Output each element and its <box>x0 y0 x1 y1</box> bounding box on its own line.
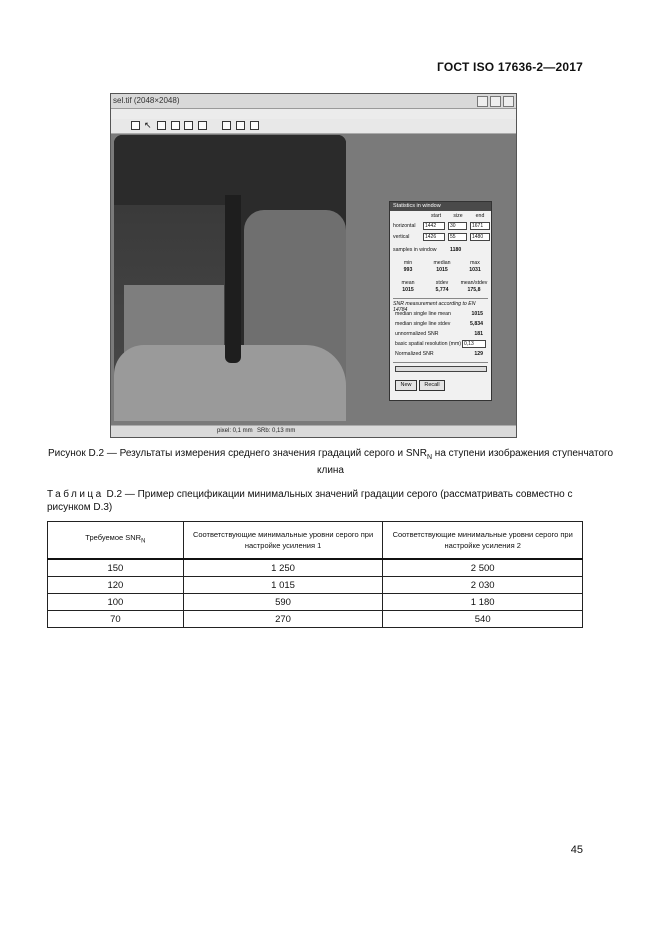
samples-value: 1180 <box>450 247 462 253</box>
table-title-label: Таблица <box>47 489 104 500</box>
region-icon[interactable] <box>171 121 180 130</box>
header-gain-1: Соответствующие минимальные уровни серого при настройке усиления 1 <box>183 522 383 560</box>
horizontal-end-field[interactable]: 1671 <box>470 222 490 230</box>
median-mean-value: 1015 <box>471 311 483 317</box>
samples-label: samples in window <box>393 247 437 253</box>
table-cell: 1 180 <box>383 594 583 611</box>
toolbar <box>111 119 516 134</box>
normalized-snr-value: 129 <box>474 351 483 357</box>
horizontal-size-field[interactable]: 30 <box>448 222 467 230</box>
export-icon[interactable] <box>236 121 245 130</box>
unnormalized-snr-label: unnormalized SNR <box>395 331 439 337</box>
text-icon[interactable] <box>198 121 207 130</box>
table-cell: 100 <box>48 594 184 611</box>
table-cell: 150 <box>48 559 184 577</box>
status-snr: SRb: 0,13 mm <box>257 428 296 434</box>
horizontal-start-field[interactable]: 1442 <box>423 222 445 230</box>
window-title: sel.tif (2048×2048) <box>113 96 180 105</box>
snr-heading: SNR measurement according to EN 14784 <box>393 301 476 313</box>
median-value: 1015 <box>436 267 448 273</box>
status-pixel: pixel: 0,1 mm <box>217 428 253 434</box>
table-title <box>47 488 587 514</box>
median-stdev-value: 5,834 <box>470 321 483 327</box>
median-mean-label: median single line mean <box>395 311 451 317</box>
window-controls <box>477 96 514 107</box>
table-cell: 540 <box>383 611 583 628</box>
table-cell: 2 500 <box>383 559 583 577</box>
document-code: ГОСТ ISO 17636-2—2017 <box>437 60 583 74</box>
page-number: 45 <box>570 844 583 856</box>
vertical-label: vertical <box>393 234 410 240</box>
table-row <box>48 577 583 594</box>
figure-caption <box>40 447 621 477</box>
col-start-header: start <box>430 213 442 219</box>
header-gain-2: Соответствующие минимальные уровни серого при настройке усиления 2 <box>383 522 583 560</box>
statistics-dialog <box>389 201 492 401</box>
caption-text: Рисунок D.2 — Результаты измерения среднего значения градаций серого и SNR <box>47 448 427 459</box>
save-icon[interactable] <box>131 121 140 130</box>
dialog-title: Statistics in window <box>390 202 491 211</box>
radiograph-image <box>114 135 346 421</box>
table-row <box>48 559 583 577</box>
spec-table <box>47 521 583 628</box>
caption-subscript: N <box>426 454 433 461</box>
table-cell: 1 250 <box>183 559 383 577</box>
maximize-icon[interactable] <box>490 96 501 107</box>
table-cell: 590 <box>183 594 383 611</box>
status-bar <box>111 425 516 437</box>
window-titlebar <box>111 94 516 109</box>
stdev-value: 5,774 <box>435 287 449 293</box>
table-cell: 1 015 <box>183 577 383 594</box>
mean-header: mean <box>401 280 415 286</box>
basic-resolution-field[interactable]: 0,13 <box>462 340 486 348</box>
col-end-header: end <box>475 213 485 219</box>
max-value: 1031 <box>469 267 481 273</box>
basic-resolution-label: basic spatial resolution (mm) <box>395 341 462 347</box>
header-required-snr: Требуемое $SNR_N$ <box>48 522 184 560</box>
col-size-header: size <box>453 213 463 219</box>
median-header: median <box>433 260 451 266</box>
table-row <box>48 594 583 611</box>
recall-button[interactable]: Recall <box>419 380 445 391</box>
table-row <box>48 611 583 628</box>
mean-stdev-header: mean/stdev <box>460 280 488 286</box>
mean-stdev-value: 175,8 <box>467 287 481 293</box>
mean-value: 1015 <box>402 287 414 293</box>
minimize-icon[interactable] <box>477 96 488 107</box>
normalized-snr-label: Normalized SNR <box>395 351 434 357</box>
vertical-start-field[interactable]: 1426 <box>423 233 445 241</box>
caption-text-end: на ступени изображения ступенчатого клина <box>317 448 614 476</box>
new-button[interactable]: New <box>395 380 417 391</box>
software-screenshot <box>110 93 517 438</box>
table-cell: 2 030 <box>383 577 583 594</box>
stdev-header: stdev <box>435 280 449 286</box>
min-value: 993 <box>403 267 413 273</box>
min-header: min <box>403 260 413 266</box>
vertical-end-field[interactable]: 1480 <box>470 233 490 241</box>
max-header: max <box>470 260 480 266</box>
table-cell: 270 <box>183 611 383 628</box>
pointer-icon[interactable]: ↖ <box>144 120 152 130</box>
median-stdev-label: median single line stdev <box>395 321 451 327</box>
dialog-divider <box>393 298 488 299</box>
vertical-size-field[interactable]: 55 <box>448 233 467 241</box>
table-icon[interactable] <box>222 121 231 130</box>
table-header-row <box>48 522 583 560</box>
table-cell: 70 <box>48 611 184 628</box>
zoom-icon[interactable] <box>184 121 193 130</box>
menu-bar <box>111 109 516 119</box>
dialog-divider <box>393 362 488 363</box>
import-icon[interactable] <box>250 121 259 130</box>
horizontal-label: horizontal <box>393 223 416 229</box>
close-icon[interactable] <box>503 96 514 107</box>
table-cell: 120 <box>48 577 184 594</box>
unnormalized-snr-value: 181 <box>474 331 483 337</box>
tool-icon[interactable] <box>157 121 166 130</box>
dialog-scrollbar[interactable] <box>395 366 487 372</box>
table-title-text: D.2 — Пример спецификации минимальных значений градации серого (рассматривать совместно с рисунком D.3) <box>47 489 573 513</box>
